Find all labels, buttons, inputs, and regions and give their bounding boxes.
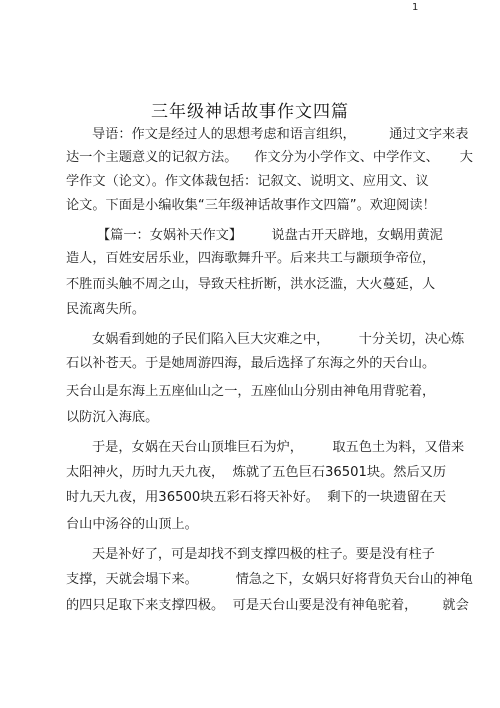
body-line: 导语：作文是经过人的思想考虑和语言组织， 通过文字来表 — [92, 127, 469, 142]
body-line: 于是，女娲在天台山顶堆巨石为炉， 取五色土为料，又借来 — [92, 440, 465, 455]
body-line: 女娲看到她的子民们陷入巨大灾难之中， 十分关切，决心炼 — [92, 332, 465, 347]
body-line: 时九天九夜，用36500块五彩石将天补好。 剩下的一块遗留在天 — [66, 490, 447, 505]
body-line: 石以补苍天。于是她周游四海，最后选择了东海之外的天台山。 — [66, 356, 436, 371]
body-line: 以防沉入海底。 — [66, 410, 159, 425]
body-line: 的四只足取下来支撑四极。 可是天台山要是没有神龟驼着， 就会 — [66, 598, 469, 613]
body-line: 造人，百姓安居乐业，四海歌舞升平。后来共工与颛顼争帝位， — [66, 251, 436, 266]
body-line: 天是补好了，可是却找不到支撑四极的柱子。要是没有柱子 — [92, 547, 435, 562]
page-number: 1 — [412, 2, 419, 13]
body-line: 太阳神火，历时九天九夜， 炼就了五色巨石36501块。然后又历 — [66, 465, 447, 480]
body-line: 天台山是东海上五座仙山之一，五座仙山分别由神龟用背驼着， — [66, 384, 436, 399]
body-line: 论文。下面是小编收集“三年级神话故事作文四篇”。欢迎阅读！ — [66, 198, 436, 213]
body-line: 学作文（论文）。作文体裁包括：记叙文、说明文、应用文、议 — [66, 174, 429, 189]
body-line: 支撑，天就会塌下来。 情急之下，女娲只好将背负天台山的神龟 — [66, 572, 473, 587]
body-line: 台山中汤谷的山顶上。 — [66, 517, 198, 532]
body-line: 达一个主题意义的记叙方法。 作文分为小学作文、中学作文、 大 — [66, 150, 473, 165]
document-title: 三年级神话故事作文四篇 — [151, 102, 349, 122]
body-line: 民流离失所。 — [66, 302, 146, 317]
section-heading-line: 【篇一：女娲补天作文】 说盘古开天辟地，女蜗用黄泥 — [97, 228, 443, 243]
body-line: 不胜而头触不周之山，导致天柱折断，洪水泛滥，大火蔓延，人 — [66, 277, 436, 292]
